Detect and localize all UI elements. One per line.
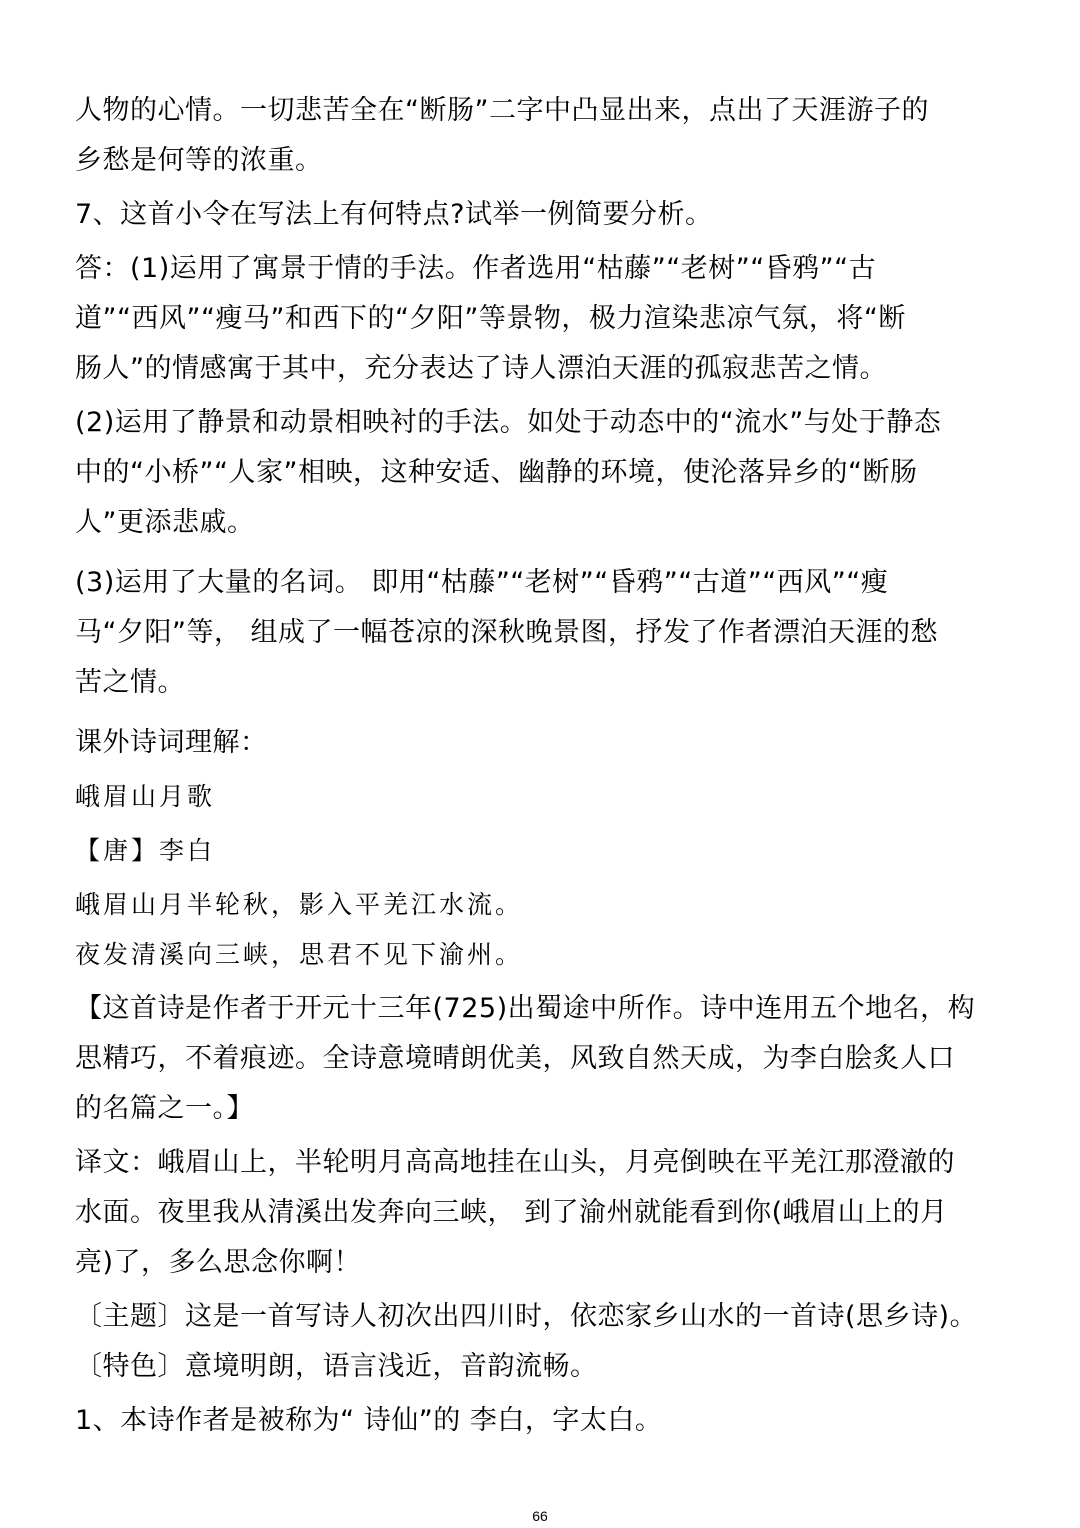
answer-line: 肠人”的情感寓于其中，充分表达了诗人漂泊天涯的孤寂悲苦之情。 [75, 353, 887, 384]
translation-line: 译文：峨眉山上，半轮明月高高地挂在山头，月亮倒映在平羌江那澄澈的 [75, 1147, 955, 1178]
answer-line: 马“夕阳”等， 组成了一幅苍凉的深秋晚景图，抒发了作者漂泊天涯的愁 [75, 617, 939, 648]
translation-line: 亮)了，多么思念你啊！ [75, 1247, 362, 1278]
poem-verse: 峨眉山月半轮秋，影入平羌江水流。 [75, 890, 524, 919]
poem-verse: 夜发清溪向三峡，思君不见下渝州。 [75, 940, 524, 969]
document-page [75, 86, 1010, 1446]
poem-title: 峨眉山月歌 [75, 782, 216, 811]
answer-line: (2)运用了静景和动景相映衬的手法。如处于动态中的“流水”与处于静态 [75, 407, 942, 438]
answer-line: (3)运用了大量的名词。 即用“枯藤”“老树”“昏鸦”“古道”“西风”“瘦 [75, 567, 889, 598]
page-number: 66 [532, 1508, 548, 1524]
poem-note: 的名篇之一。】 [75, 1093, 254, 1124]
answer-line: 道”“西风”“瘦马”和西下的“夕阳”等景物，极力渲染悲凉气氛，将“断 [75, 303, 906, 334]
answer-line: 苦之情。 [75, 667, 185, 698]
theme-line: 〔主题〕这是一首写诗人初次出四川时，依恋家乡山水的一首诗(思乡诗)。 [75, 1301, 978, 1332]
question-1: 1、本诗作者是被称为“ 诗仙”的 李白，字太白。 [75, 1405, 663, 1436]
poem-author: 【唐】李白 [75, 836, 216, 865]
section-heading: 课外诗词理解： [75, 727, 268, 758]
poem-note: 思精巧，不着痕迹。全诗意境晴朗优美，风致自然天成，为李白脍炙人口 [75, 1043, 955, 1074]
text-line: 人物的心情。一切悲苦全在“断肠”二字中凸显出来，点出了天涯游子的 [75, 95, 929, 126]
poem-note: 【这首诗是作者于开元十三年(725)出蜀途中所作。诗中连用五个地名，构 [75, 993, 976, 1024]
translation-line: 水面。夜里我从清溪出发奔向三峡， 到了渝州就能看到你(峨眉山上的月 [75, 1197, 948, 1228]
answer-line: 中的“小桥”“人家”相映，这种安适、幽静的环境，使沦落异乡的“断肠 [75, 457, 918, 488]
answer-line: 人”更添悲戚。 [75, 507, 255, 538]
answer-line: 答：(1)运用了寓景于情的手法。作者选用“枯藤”“老树”“昏鸦”“古 [75, 253, 877, 284]
text-line: 乡愁是何等的浓重。 [75, 145, 323, 176]
feature-line: 〔特色〕意境明朗，语言浅近，音韵流畅。 [75, 1351, 598, 1382]
question-7: 7、这首小令在写法上有何特点?试举一例简要分析。 [75, 199, 713, 230]
